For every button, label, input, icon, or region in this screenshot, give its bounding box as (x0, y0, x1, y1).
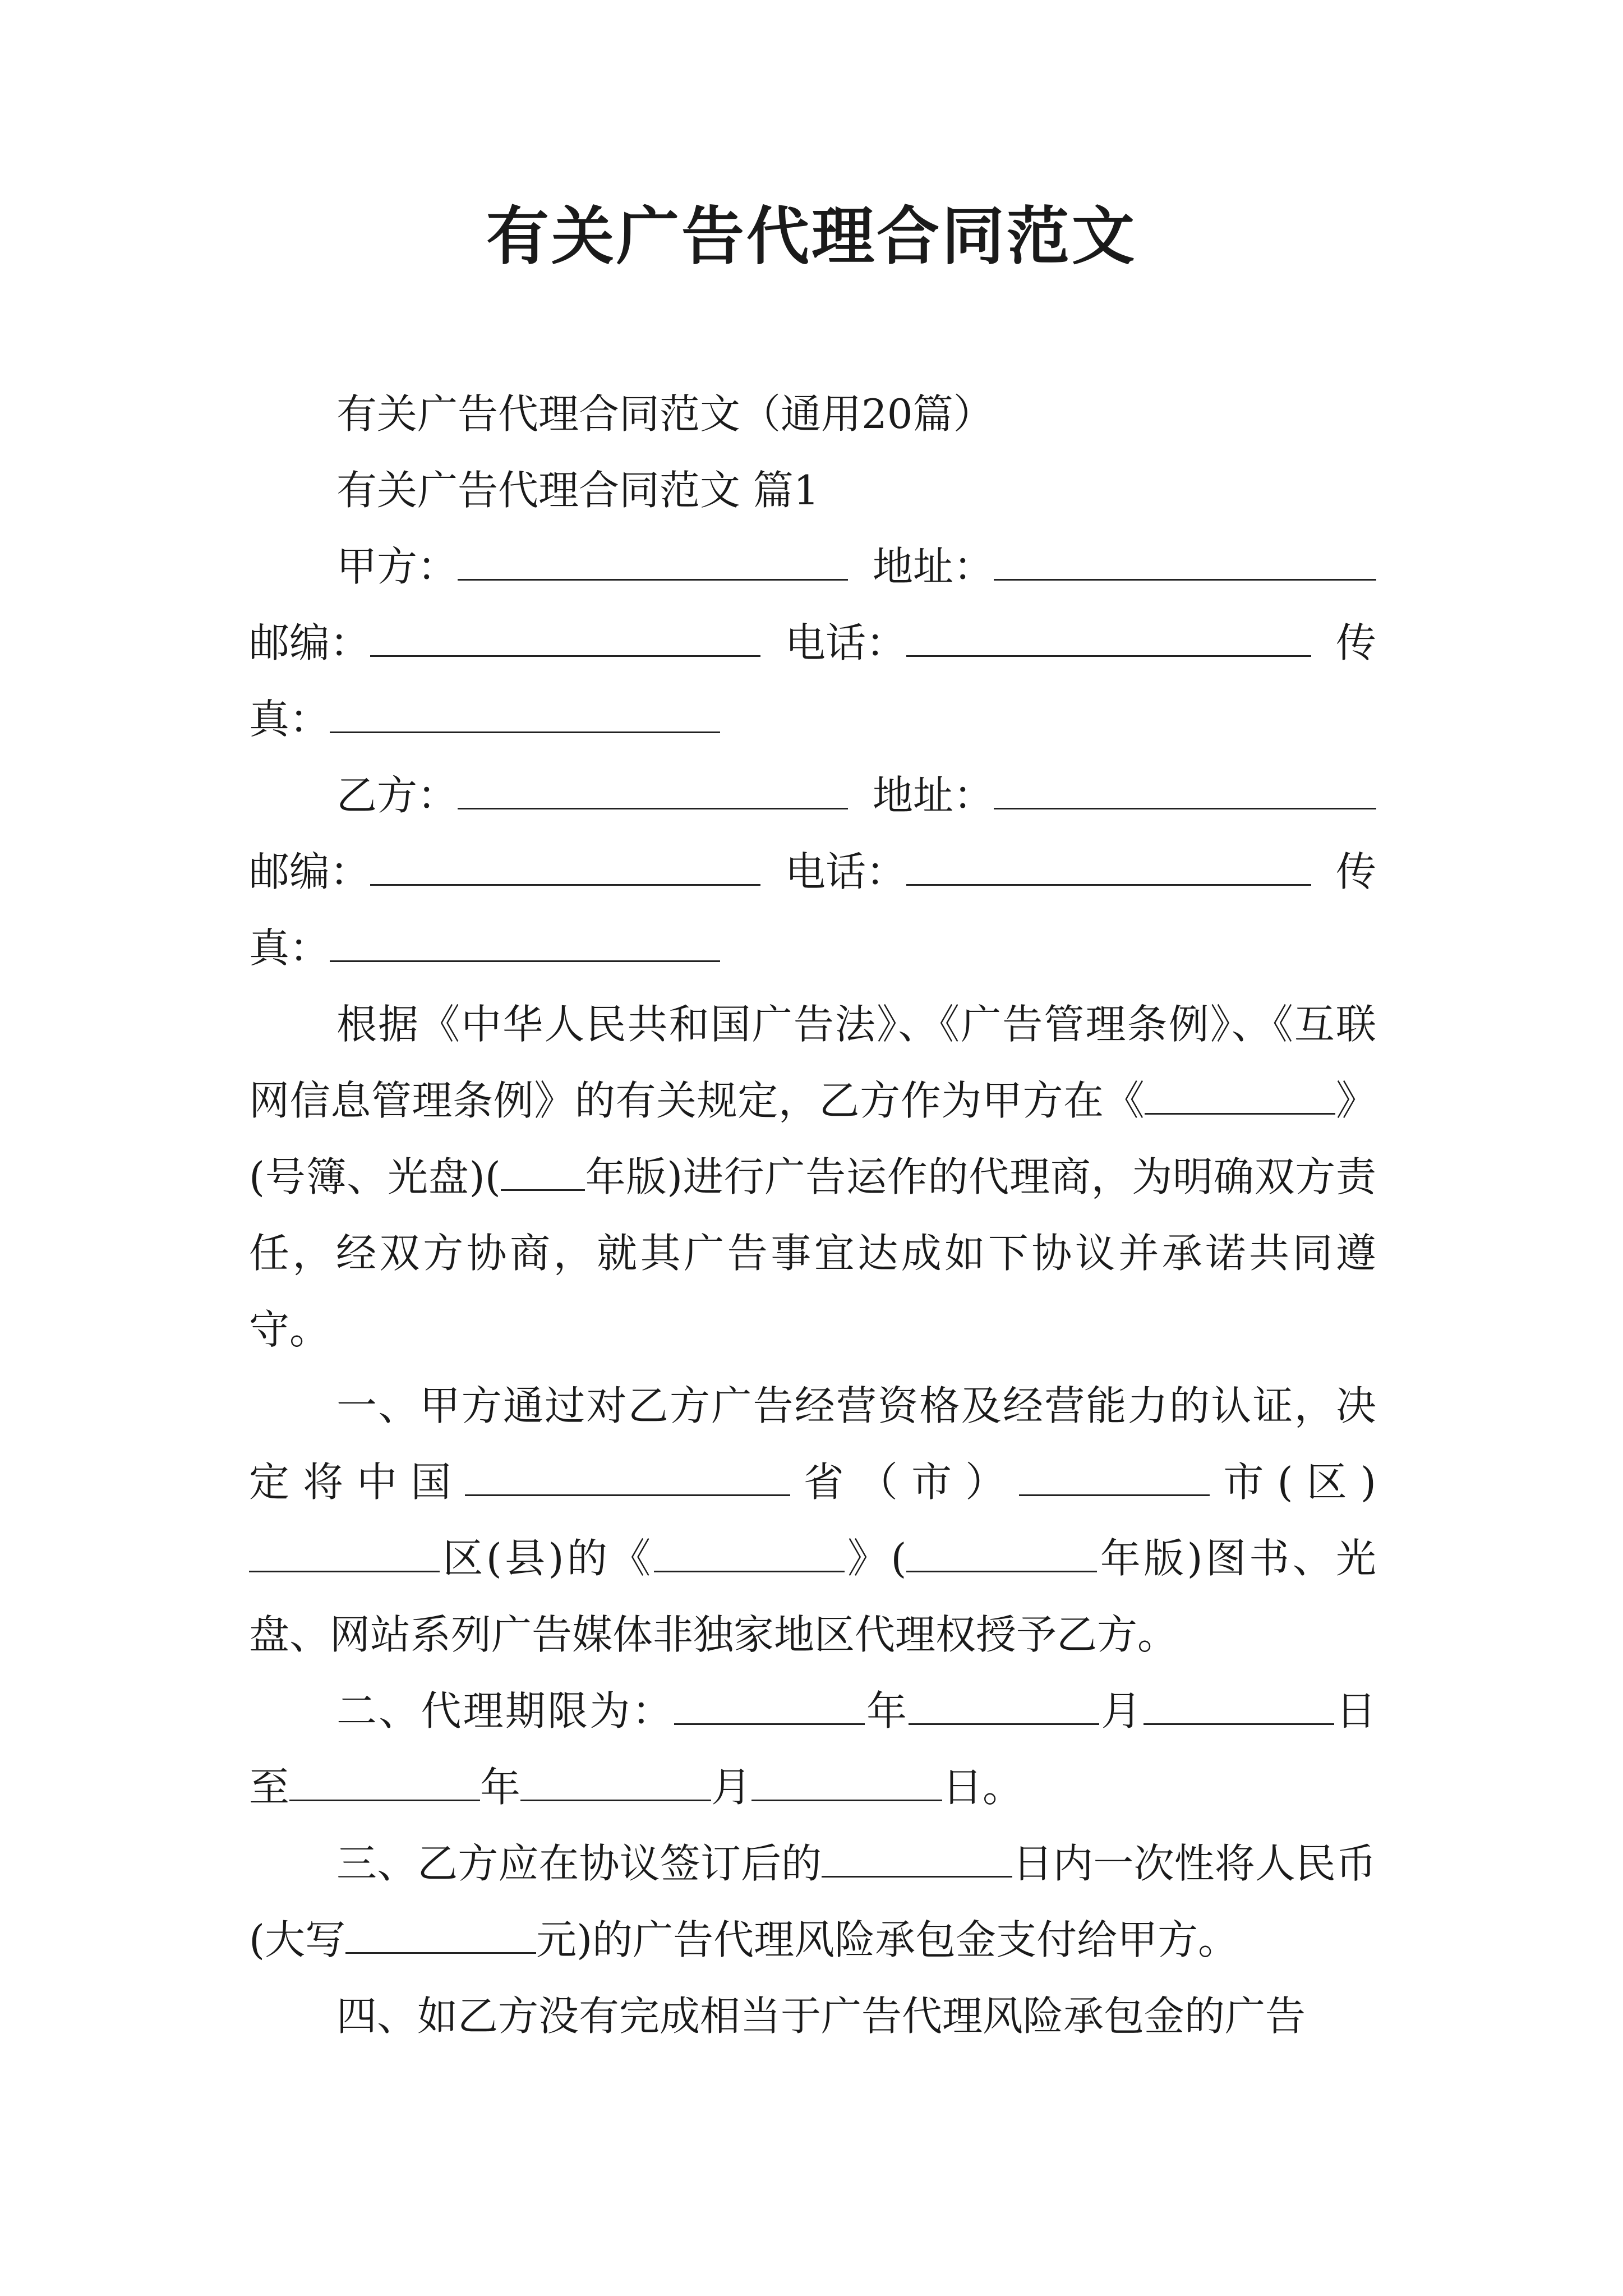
party-b-line-3 (249, 910, 1376, 986)
document-body (249, 376, 1376, 2054)
party-a-line-2 (249, 605, 1376, 681)
intro-text-2: 》(号簿、光盘)( (249, 1077, 1376, 1200)
clause-2-start-day-blank (1144, 1685, 1334, 1725)
clause-2-start-year-blank (674, 1685, 865, 1725)
party-a-postcode-label: 邮编： (249, 619, 371, 666)
clause-2-text-6: 月 (711, 1764, 752, 1811)
party-b-fax-blank (330, 922, 720, 962)
clause-1-publication-blank (654, 1533, 845, 1572)
clause-2-text-2: 年 (864, 1687, 909, 1734)
clause-1-text-6: 年版)图书、光盘、网站系列广告媒体非独家地区代理权授予乙方。 (249, 1535, 1377, 1658)
clause-1-text-2: 省（市） (790, 1458, 1020, 1506)
party-b-line-2 (249, 834, 1376, 910)
intro-publication-blank (1145, 1075, 1335, 1115)
party-b-address-label: 地址： (873, 772, 994, 819)
party-b-line-1 (249, 757, 1376, 834)
clause-2-text-3: 月 (1099, 1687, 1144, 1734)
clause-2-text-5: 年 (480, 1764, 521, 1811)
party-a-address-blank (994, 541, 1376, 581)
intro-text-3: 年版)进行广告运作的代理商，为明确双方责任，经双方协商，就其广告事宜达成如下协议并承诺共同遵守。 (249, 1153, 1376, 1353)
party-b-fax-label-2: 真： (249, 924, 330, 972)
clause-2-text-1: 二、代理期限为： (336, 1687, 674, 1734)
clause-3-paragraph (249, 1825, 1376, 1978)
party-b-phone-label: 电话： (785, 848, 907, 895)
section-heading: 有关广告代理合同范文 篇1 (336, 467, 819, 514)
clause-4-paragraph (249, 1978, 1376, 2054)
intro-paragraph (249, 986, 1376, 1368)
party-a-name-blank (458, 541, 848, 581)
party-b-address-blank (994, 770, 1376, 809)
party-b-name-blank (458, 770, 848, 809)
party-b-phone-blank (906, 846, 1311, 886)
party-b-postcode-blank (370, 846, 760, 886)
party-a-phone-label: 电话： (785, 619, 907, 666)
clause-3-days-blank (822, 1838, 1012, 1878)
clause-1-text-5: 》( (844, 1535, 907, 1582)
party-a-address-label: 地址： (873, 543, 994, 590)
clause-1-text-3: 市(区) (1210, 1458, 1376, 1506)
party-a-fax-label-2: 真： (249, 696, 330, 743)
party-a-fax-label-1: 传 (1335, 619, 1376, 666)
clause-1-province-blank (465, 1456, 790, 1496)
document-title: 有关广告代理合同范文 (486, 200, 1137, 273)
party-a-label: 甲方： (336, 543, 458, 590)
clause-4-text-1: 四、如乙方没有完成相当于广告代理风险承包金的广告 (336, 1993, 1306, 2040)
party-b-fax-label-1: 传 (1335, 848, 1376, 895)
clause-1-district-blank (249, 1533, 440, 1572)
clause-3-amount-blank (345, 1914, 536, 1954)
intro-year-blank (501, 1151, 585, 1191)
clause-3-text-3: 元)的广告代理风险承包金支付给甲方。 (536, 1916, 1239, 1963)
party-a-phone-blank (906, 617, 1311, 657)
party-a-fax-blank (330, 693, 720, 733)
clause-1-text-4: 区(县)的《 (440, 1535, 654, 1582)
party-a-line-3 (249, 681, 1376, 757)
clause-2-start-month-blank (909, 1685, 1099, 1725)
clause-2-end-day-blank (751, 1761, 942, 1801)
party-a-line-1 (249, 528, 1376, 605)
clause-1-text-1: 一、甲方通过对乙方广告经营资格及经营能力的认证，决定将中国 (249, 1382, 1376, 1506)
clause-1-city-blank (1019, 1456, 1210, 1496)
party-b-label: 乙方： (336, 772, 458, 819)
party-a-postcode-blank (370, 617, 760, 657)
document-subtitle: 有关广告代理合同范文（通用20篇） (336, 390, 994, 438)
party-b-postcode-label: 邮编： (249, 848, 371, 895)
clause-2-text-7: 日。 (942, 1764, 1023, 1811)
clause-2-end-month-blank (520, 1761, 711, 1801)
clause-2-text-4: 日至 (249, 1687, 1376, 1811)
clause-3-text-2: 日内一次性将人民币(大写 (249, 1840, 1376, 1963)
clause-1-paragraph (249, 1368, 1376, 1673)
clause-1-year-blank (906, 1533, 1097, 1572)
clause-3-text-1: 三、乙方应在协议签订后的 (336, 1840, 822, 1887)
clause-2-end-year-blank (289, 1761, 480, 1801)
clause-2-paragraph (249, 1673, 1376, 1825)
intro-text-1: 根据《中华人民共和国广告法》、《广告管理条例》、《互联网信息管理条例》的有关规定，乙方作为甲方在《 (249, 1001, 1376, 1124)
